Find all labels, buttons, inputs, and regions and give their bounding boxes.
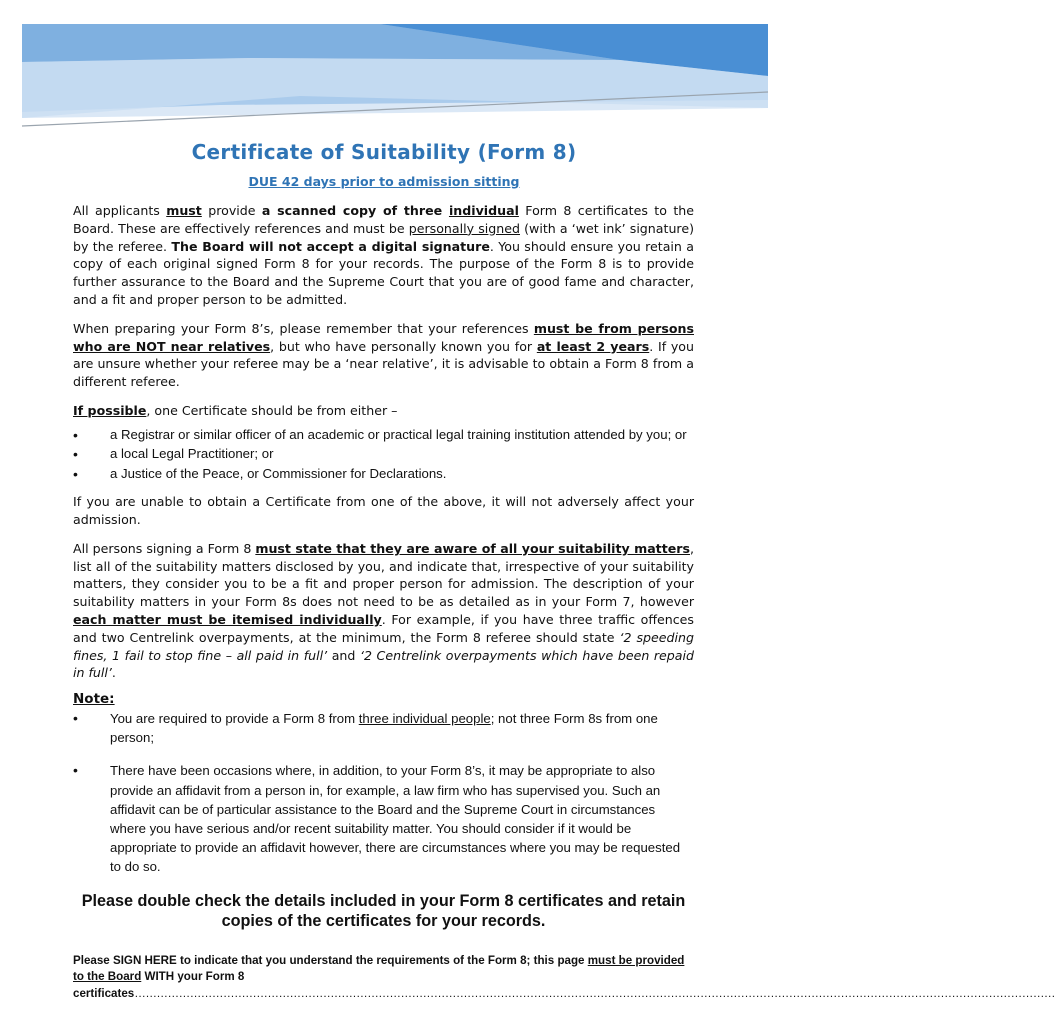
list-item: • a Justice of the Peace, or Commissioner for Declarations.	[73, 465, 694, 484]
list-item	[73, 709, 694, 747]
paragraph-if-possible	[73, 402, 694, 420]
aware-emphasis: must state that they are aware of all your suitability matters	[255, 540, 690, 556]
page-title: Certificate of Suitability (Form 8)	[191, 140, 577, 164]
paragraph-applicants	[73, 202, 694, 309]
text: (with a ‘wet ink’ signature) by the referee.	[73, 220, 694, 254]
text: You are required to provide a Form 8 from	[110, 711, 359, 727]
certificate-source-list	[73, 426, 694, 484]
header-banner	[0, 0, 768, 135]
list-item: • a Registrar or similar officer of an academic or practical legal training institution attended by you; or	[73, 426, 694, 445]
text: . You should ensure you retain a copy of each original signed Form 8 for your records. The purpose of the Form 8 is to provide further assurance to the Board and the Supreme Court that you are of good fame and character, and a fit and proper person to be admitted.	[73, 238, 694, 307]
text: Form 8 certificates to the Board. These are effectively references and must be	[73, 203, 694, 236]
example-quote: ‘2 Centrelink overpayments which have been repaid in full’	[73, 647, 694, 681]
text: , one Certificate should be from either –	[146, 402, 398, 418]
double-check-notice: Please double check the details included in your Form 8 certificates and retain copies of the certificates for your records.	[81, 891, 686, 930]
text: ; not three Form 8s from one person;	[110, 711, 658, 746]
list-item: • There have been occasions where, in addition, to your Form 8’s, it may be appropriate to also provide an affidavit from a person in, for example, a law firm who has supervised you. Such an affidavit can be of particular assistance to the Board and the Supreme Court in circumstances where you have serious and/or recent suitability matter. You should consider if it would be appropriate to provide an affidavit however, there are circumstances where you may be requested to do so.	[73, 761, 694, 876]
scanned-copy-emphasis: a scanned copy of three	[261, 203, 449, 218]
document-body	[73, 202, 1055, 1002]
text: , list all of the suitability matters disclosed by you, and indicate that, irrespective of your suitability matters, they consider you to be a fit and proper person for admission. The description of your suitability matters in your Form 8s does not need to be as detailed as in your Form 7, however	[73, 540, 694, 610]
signature-line[interactable]: ……………………………………………………………………………………………………………………………………………………………………………………………………………………………	[134, 986, 1055, 1000]
two-years-emphasis: at least 2 years	[536, 338, 650, 354]
three-people-emphasis: three individual people	[358, 711, 491, 727]
example-quote: ‘2 speeding fines, 1 fail to stop fine – all paid in full’	[73, 629, 694, 663]
note-heading: Note:	[73, 691, 115, 708]
text: WITH your Form 8 certificates	[73, 970, 245, 1000]
text: Please SIGN HERE to indicate that you understand the requirements of the Form 8; this page	[73, 953, 588, 967]
no-digital-signature-emphasis: The Board will not accept a digital signature	[171, 238, 490, 254]
text: All persons signing a Form 8	[73, 540, 256, 556]
individual-emphasis: individual	[448, 203, 519, 218]
sign-here-line	[73, 953, 1055, 1003]
text: . If you are unsure whether your referee may be a ‘near relative’, it is advisable to obtain a Form 8 from a different referee.	[73, 338, 694, 390]
paragraph-unable: If you are unable to obtain a Certificate from one of the above, it will not adversely affect your admission.	[73, 494, 694, 528]
if-possible-emphasis: If possible	[73, 402, 147, 418]
text: provide	[201, 203, 262, 218]
itemised-emphasis: each matter must be itemised individually	[73, 612, 382, 628]
list-item: • a local Legal Practitioner; or	[73, 445, 694, 464]
text: and	[327, 647, 360, 663]
paragraph-references	[73, 320, 694, 391]
must-be-provided-emphasis: must be provided to the Board	[73, 953, 685, 984]
text: When preparing your Form 8’s, please remember that your references	[73, 320, 534, 336]
must-emphasis: must	[166, 203, 202, 218]
text: , but who have personally known you for	[270, 338, 537, 354]
personally-signed-emphasis: personally signed	[408, 220, 520, 236]
due-notice: DUE 42 days prior to admission sitting	[248, 174, 520, 189]
not-relatives-emphasis: must be from persons who are NOT near relatives	[73, 320, 694, 354]
paragraph-suitability-matters	[73, 540, 694, 682]
text: All applicants	[73, 203, 167, 218]
text: .	[111, 665, 116, 681]
note-list	[73, 709, 694, 877]
text: . For example, if you have three traffic offences and two Centrelink overpayments, at the minimum, the Form 8 referee should state	[73, 612, 694, 645]
